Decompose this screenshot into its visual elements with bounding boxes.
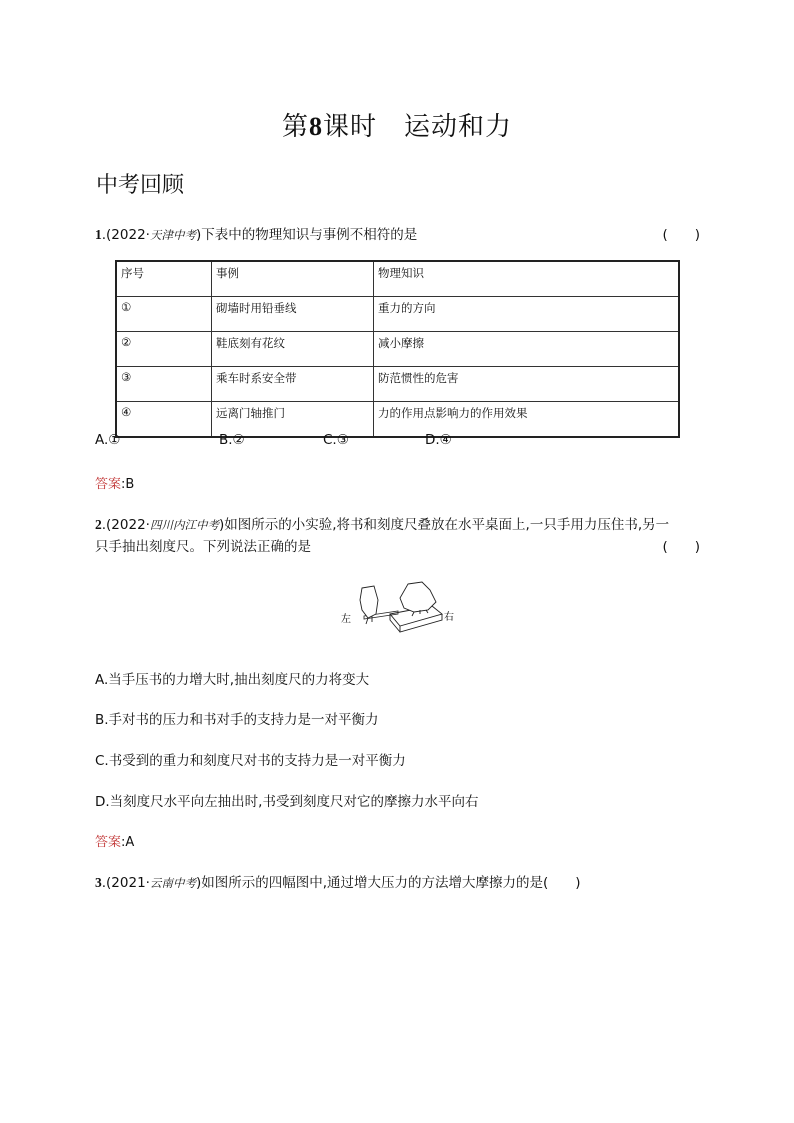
table-header-cell: 物理知识 — [374, 261, 680, 297]
answer-value: :A — [121, 835, 135, 850]
source-close: ) — [195, 875, 202, 891]
table-header-cell: 序号 — [116, 261, 212, 297]
answer-value: :B — [121, 477, 135, 492]
question-stem-line1: 如图所示的小实验,将书和刻度尺叠放在水平桌面上,一只手用力压住书,另一 — [224, 517, 670, 533]
source-close: ) — [218, 517, 225, 533]
q2-option-b[interactable]: B.手对书的压力和书对手的支持力是一对平衡力 — [95, 712, 379, 728]
answer-label: 答案 — [95, 477, 122, 492]
knowledge-table — [115, 260, 680, 438]
answer-blank: ( ) — [662, 227, 700, 243]
answer-label: 答案 — [95, 835, 122, 850]
question-number: 1 — [95, 227, 102, 242]
question-source: 天津中考 — [149, 228, 196, 242]
table-header-cell: 事例 — [212, 261, 374, 297]
hands-book-ruler-figure — [338, 580, 458, 635]
source-open: .(2022· — [101, 517, 150, 533]
answer-blank: ( ) — [662, 539, 700, 555]
title-suffix: 课时 运动和力 — [323, 112, 513, 142]
table-cell: ② — [116, 332, 212, 367]
question-1 — [95, 224, 700, 246]
option-a[interactable]: A.① — [95, 432, 121, 448]
q2-option-a[interactable]: A.当手压书的力增大时,抽出刻度尺的力将变大 — [95, 672, 370, 688]
q2-option-d[interactable]: D.当刻度尺水平向左抽出时,书受到刻度尺对它的摩擦力水平向右 — [95, 794, 479, 810]
table-cell: 减小摩擦 — [374, 332, 680, 367]
table-header-row — [116, 261, 679, 297]
option-c[interactable]: C.③ — [323, 432, 349, 448]
source-close: ) — [195, 227, 202, 243]
table-cell: 乘车时系安全带 — [212, 367, 374, 402]
question-number: 3 — [95, 875, 102, 890]
table-cell: 防范惯性的危害 — [374, 367, 680, 402]
table-row — [116, 367, 679, 402]
table-cell: 砌墙时用铅垂线 — [212, 297, 374, 332]
figure-label-left: 左 — [341, 614, 351, 625]
figure-label-right: 右 — [444, 612, 454, 623]
table-cell: ① — [116, 297, 212, 332]
question-stem-line2: 只手抽出刻度尺。下列说法正确的是 — [95, 539, 311, 555]
source-open: .(2022· — [101, 227, 150, 243]
section-heading: 中考回顾 — [96, 173, 185, 198]
question-stem: 如图所示的四幅图中,通过增大压力的方法增大摩擦力的是( ) — [201, 875, 581, 891]
table-row — [116, 297, 679, 332]
table-cell: ④ — [116, 402, 212, 438]
table-row — [116, 332, 679, 367]
title-number: 8 — [309, 112, 323, 141]
question-2 — [95, 514, 700, 558]
table-cell: 重力的方向 — [374, 297, 680, 332]
table-cell: 力的作用点影响力的作用效果 — [374, 402, 680, 438]
table-cell: ③ — [116, 367, 212, 402]
q1-answer — [95, 473, 134, 492]
page-title — [0, 106, 794, 143]
title-prefix: 第 — [281, 112, 309, 142]
question-3 — [95, 872, 700, 894]
option-b[interactable]: B.② — [219, 432, 245, 448]
option-d[interactable]: D.④ — [425, 432, 452, 448]
question-number: 2 — [95, 517, 102, 532]
table-cell: 鞋底刻有花纹 — [212, 332, 374, 367]
q2-option-c[interactable]: C.书受到的重力和刻度尺对书的支持力是一对平衡力 — [95, 753, 406, 769]
question-source: 云南中考 — [149, 876, 196, 890]
q2-answer — [95, 831, 134, 850]
question-stem: 下表中的物理知识与事例不相符的是 — [201, 227, 418, 243]
q1-options — [95, 432, 595, 452]
source-open: .(2021· — [101, 875, 150, 891]
question-source: 四川内江中考 — [149, 518, 219, 532]
table-cell: 远离门轴推门 — [212, 402, 374, 438]
